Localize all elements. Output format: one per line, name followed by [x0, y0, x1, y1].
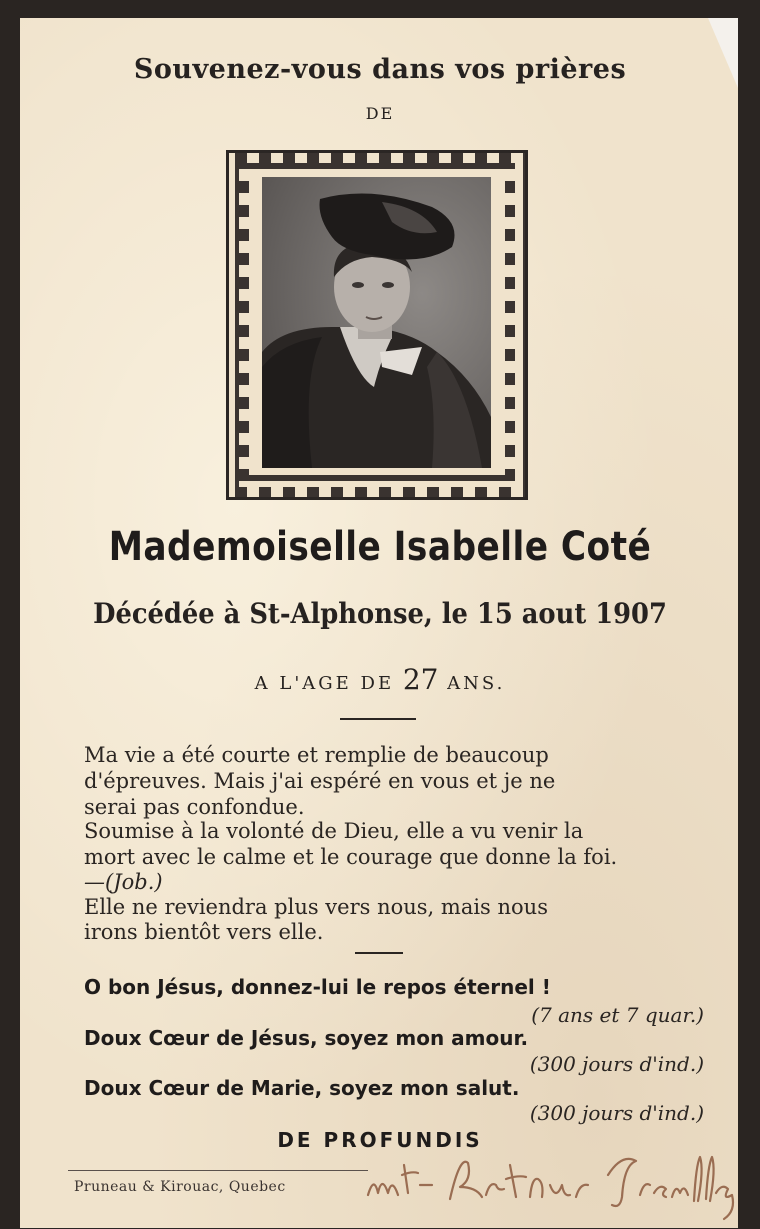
indulgence-note: (7 ans et 7 quar.)	[531, 1003, 704, 1027]
prayer-line: Doux Cœur de Jésus, soyez mon amour.	[84, 1026, 529, 1050]
age-suffix: ANS.	[438, 673, 506, 694]
de-profundis: DE PROFUNDIS	[277, 1128, 483, 1152]
death-line: Décédée à St-Alphonse, le 15 aout 1907	[93, 597, 667, 630]
header-line2: DE	[365, 104, 395, 123]
portrait-photo	[262, 177, 491, 468]
verse-line: Elle ne reviendra plus vers nous, mais nous	[84, 895, 548, 919]
age-number: 27	[402, 663, 439, 696]
age-prefix: A L'AGE DE	[254, 673, 403, 694]
divider-bottom	[355, 952, 403, 954]
verse-line: mort avec le calme et le courage que donne la foi.	[84, 845, 618, 869]
prayer-line: Doux Cœur de Marie, soyez mon salut.	[84, 1076, 520, 1100]
prayer-line: O bon Jésus, donnez-lui le repos éternel !	[84, 975, 551, 999]
header-line1: Souvenez-vous dans vos prières	[133, 54, 627, 85]
printer-credit: Pruneau & Kirouac, Quebec	[74, 1179, 286, 1195]
printer-rule	[68, 1170, 368, 1171]
divider-top	[340, 718, 416, 720]
age-line	[0, 663, 760, 696]
handwritten-signature	[360, 1135, 740, 1229]
verse-line: d'épreuves. Mais j'ai espéré en vous et je ne	[84, 769, 556, 793]
verse-line: serai pas confondue.	[84, 795, 305, 819]
indulgence-note: (300 jours d'ind.)	[529, 1101, 704, 1125]
deceased-name: Mademoiselle Isabelle Coté	[108, 524, 652, 570]
indulgence-note: (300 jours d'ind.)	[529, 1052, 704, 1076]
verse-line: irons bientôt vers elle.	[84, 920, 324, 944]
verse-line: —(Job.)	[84, 870, 163, 894]
verse-line: Ma vie a été courte et remplie de beaucoup	[84, 743, 549, 767]
verse-line: Soumise à la volonté de Dieu, elle a vu venir la	[84, 819, 584, 843]
